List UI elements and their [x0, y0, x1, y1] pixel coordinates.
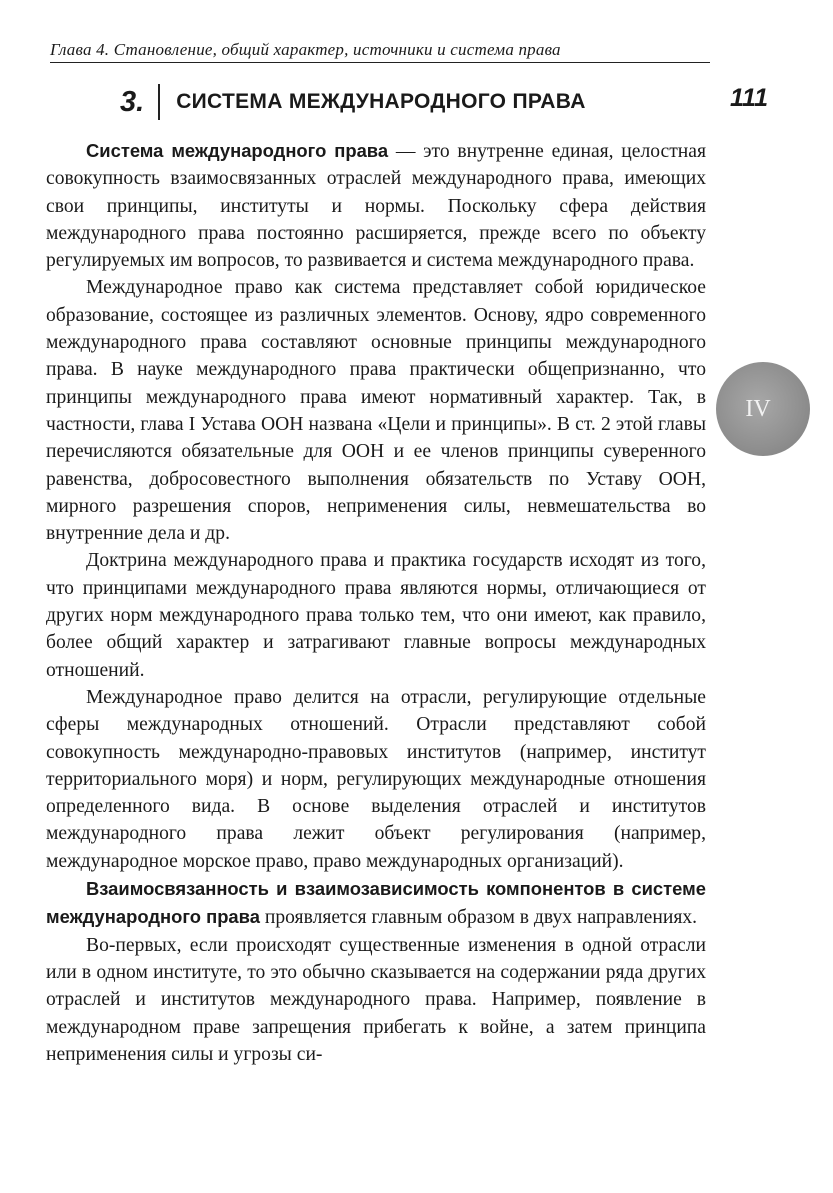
running-header: [50, 36, 710, 63]
paragraph-text: Во-первых, если происходят существенные изменения в одной отрасли или в одном институте, то это обычно сказывается на содержании ряда других отраслей и институтов международного права. Например, появление в международном праве запрещения прибегать к войне, а затем принципа неприменения силы и угрозы си-: [46, 934, 706, 1065]
running-header-title: Глава 4. Становление, общий характер, источники и система права: [50, 40, 561, 59]
chapter-thumb-tab: [716, 362, 810, 456]
paragraph-text: проявляется главным образом в двух направлениях.: [259, 907, 698, 929]
body-text: [46, 137, 706, 1068]
section-number: 3.: [120, 85, 145, 118]
paragraph: [46, 274, 706, 547]
section-heading: [120, 82, 586, 122]
section-divider: [158, 84, 160, 120]
section-title: СИСТЕМА МЕЖДУНАРОДНОГО ПРАВА: [176, 90, 586, 113]
term-bold: Система международного права: [86, 140, 389, 161]
paragraph-definition: [46, 137, 706, 274]
paragraph-text: Международное право как система представляет собой юридическое образование, состоящее из различных элементов. Основу, ядро современного международного права составляют основные принципы международного права. В науке международного права практически общепризнанно, что принципы международного права имеют нормативный характер. Так, в частности, глава I Устава ООН названа «Цели и принципы». В ст. 2 этой главы перечисляются обязательные для ООН и ее членов принципы суверенного равенства, добросовестного выполнения обязательств по Уставу ООН, мирного разрешения споров, неприменения силы, невмешательства во внутренние дела и др.: [46, 277, 706, 545]
paragraph-text: Доктрина международного права и практика государств исходят из того, что принципами международного права являются нормы, отличающиеся от других норм международного права только тем, что они имеют, как правило, более общий характер и затрагивают главные вопросы международных отношений.: [46, 550, 706, 681]
chapter-tab-label: IV: [745, 395, 771, 422]
paragraph: [46, 684, 706, 875]
page-number: 111: [730, 84, 769, 112]
paragraph: [46, 932, 706, 1068]
paragraph-interconnection: [46, 875, 706, 932]
paragraph: [46, 547, 706, 683]
paragraph-text: — это внутренне единая, целостная совокупность взаимосвязанных отраслей международного права, имеющих свои принципы, институты и нормы. Поскольку сфера действия международного права постоянно расширяется, прежде всего по объекту регулируемых им вопросов, то развивается и система международного права.: [46, 141, 706, 272]
term-bold: Взаимосвязанность и взаимозависимость компонентов в системе международного права: [46, 878, 706, 928]
paragraph-text: Международное право делится на отрасли, регулирующие отдельные сферы международных отношений. Отрасли представляют собой совокупность международно-правовых институтов (например, институт территориального моря) и норм, регулирующих международные отношения определенного вида. В основе выделения отраслей и институтов международного права лежит объект регулирования (например, международное морское право, право международных организаций).: [46, 686, 706, 872]
